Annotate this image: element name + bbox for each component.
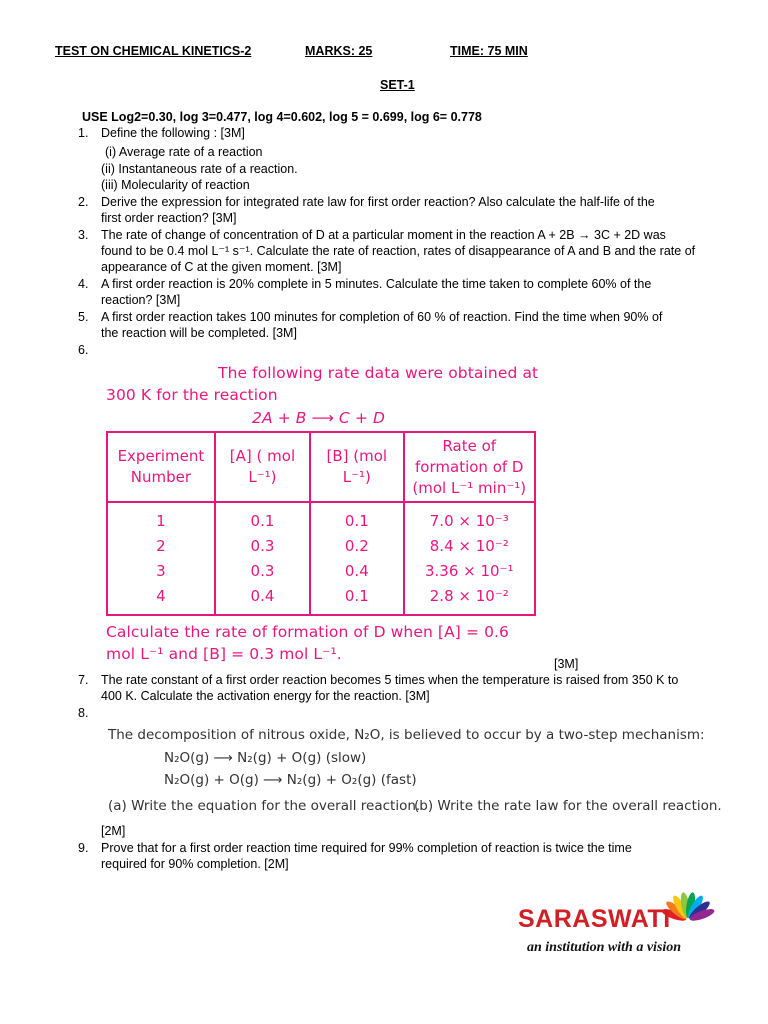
- rate-data-table: [106, 431, 536, 616]
- question-text: Define the following : [3M]: [101, 126, 245, 140]
- table-cell: 1: [107, 502, 215, 534]
- rate-data-intro-2: 300 K for the reaction: [106, 386, 278, 404]
- mechanism-intro: The decomposition of nitrous oxide, N₂O, is believed to occur by a two-step mechanism:: [108, 727, 705, 743]
- log-values: USE Log2=0.30, log 3=0.477, log 4=0.602, log 5 = 0.699, log 6= 0.778: [82, 110, 482, 124]
- mechanism-step-2: N₂O(g) + O(g) ⟶ N₂(g) + O₂(g) (fast): [164, 772, 417, 788]
- table-cell: 0.4: [215, 584, 310, 615]
- mechanism-step-1: N₂O(g) ⟶ N₂(g) + O(g) (slow): [164, 750, 367, 766]
- question-text: Derive the expression for integrated rate law for first order reaction? Also calculate the half-life of the: [101, 195, 655, 209]
- question-text: The rate of change of concentration of D at a particular moment in the reaction A + 2B → 3C + 2D was: [101, 228, 666, 242]
- question-text: the reaction will be completed. [3M]: [101, 326, 297, 340]
- question-number: 4.: [78, 277, 89, 291]
- question-number: 6.: [78, 343, 89, 357]
- question-text: A first order reaction takes 100 minutes for completion of 60 % of reaction. Find the time when 90% of: [101, 310, 663, 324]
- logo-tagline: an institution with a vision: [527, 940, 682, 955]
- table-cell: 2.8 × 10⁻²: [404, 584, 535, 615]
- marks-badge: [2M]: [101, 824, 126, 838]
- part-b-question: (b) Write the rate law for the overall reaction.: [414, 798, 722, 814]
- set-label: SET-1: [380, 78, 415, 92]
- table-row: [107, 584, 535, 615]
- table-cell: 2: [107, 534, 215, 559]
- marks-label: MARKS: 25: [305, 44, 373, 58]
- column-header: [A] ( mol L⁻¹): [215, 432, 310, 502]
- table-cell: 4: [107, 584, 215, 615]
- question-text: Prove that for a first order reaction time required for 99% completion of reaction is twice the time: [101, 841, 632, 855]
- table-row: [107, 559, 535, 584]
- list-item: (i) Average rate of a reaction: [105, 145, 263, 159]
- time-label: TIME: 75 MIN: [450, 44, 528, 58]
- list-item: (ii) Instantaneous rate of a reaction.: [101, 162, 298, 176]
- table-cell: 3: [107, 559, 215, 584]
- question-number: 5.: [78, 310, 89, 324]
- table-cell: 0.1: [310, 584, 403, 615]
- table-row: [107, 534, 535, 559]
- marks-badge: [3M]: [554, 657, 579, 671]
- rate-question-line-2: mol L⁻¹ and [B] = 0.3 mol L⁻¹.: [106, 645, 342, 663]
- table-row: [107, 502, 535, 534]
- column-header: Rate of formation of D (mol L⁻¹ min⁻¹): [404, 432, 535, 502]
- column-header: Experiment Number: [107, 432, 215, 502]
- logo-wordmark: SARASWATI: [518, 905, 671, 933]
- question-text: appearance of C at the given moment. [3M]: [101, 260, 342, 274]
- table-cell: 8.4 × 10⁻²: [404, 534, 535, 559]
- table-cell: 7.0 × 10⁻³: [404, 502, 535, 534]
- table-cell: 0.3: [215, 559, 310, 584]
- question-number: 2.: [78, 195, 89, 209]
- question-text: The rate constant of a first order reaction becomes 5 times when the temperature is raised from 350 K to: [101, 673, 679, 687]
- question-text: found to be 0.4 mol L⁻¹ s⁻¹. Calculate the rate of reaction, rates of disappearance of A and B and the rate of: [101, 244, 696, 258]
- table-header-row: [107, 432, 535, 502]
- question-text: reaction? [3M]: [101, 293, 181, 307]
- table-cell: 0.1: [310, 502, 403, 534]
- question-number: 9.: [78, 841, 89, 855]
- table-cell: 3.36 × 10⁻¹: [404, 559, 535, 584]
- question-text: 400 K. Calculate the activation energy for the reaction. [3M]: [101, 689, 430, 703]
- column-header: [B] (mol L⁻¹): [310, 432, 403, 502]
- question-text: A first order reaction is 20% complete in 5 minutes. Calculate the time taken to complete 60% of the: [101, 277, 652, 291]
- question-text: required for 90% completion. [2M]: [101, 857, 289, 871]
- rate-question-line-1: Calculate the rate of formation of D when [A] = 0.6: [106, 623, 510, 641]
- reaction-equation: 2A + B ⟶ C + D: [252, 409, 386, 427]
- list-item: (iii) Molecularity of reaction: [101, 178, 250, 192]
- question-number: 3.: [78, 228, 89, 242]
- rate-data-intro: The following rate data were obtained at: [218, 364, 539, 382]
- table-cell: 0.3: [215, 534, 310, 559]
- table-cell: 0.1: [215, 502, 310, 534]
- table-cell: 0.4: [310, 559, 403, 584]
- test-title: TEST ON CHEMICAL KINETICS-2: [55, 44, 252, 58]
- question-number: 7.: [78, 673, 89, 687]
- question-number: 8.: [78, 706, 89, 720]
- part-a-question: (a) Write the equation for the overall reaction.: [108, 798, 421, 814]
- table-cell: 0.2: [310, 534, 403, 559]
- question-number: 1.: [78, 126, 89, 140]
- question-text: first order reaction? [3M]: [101, 211, 237, 225]
